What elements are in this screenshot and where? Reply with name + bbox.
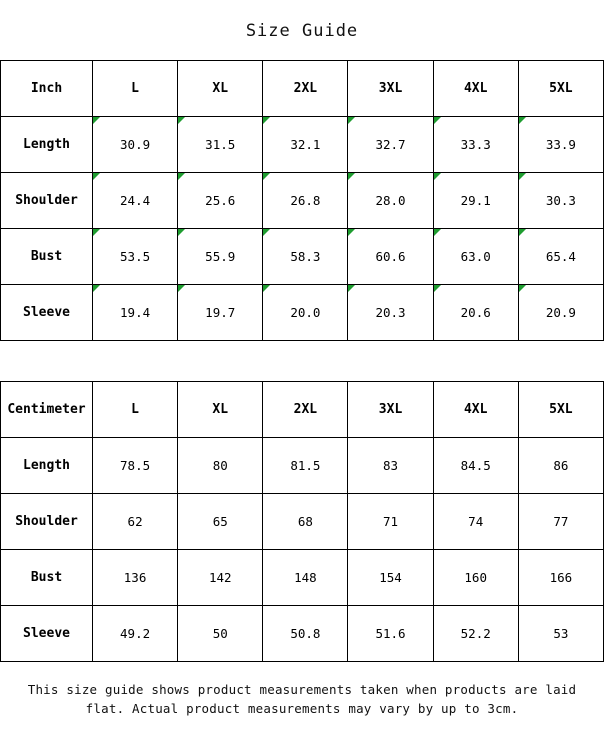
table-cell: 83	[348, 438, 433, 494]
table-cell: 19.4	[93, 285, 178, 341]
table-cell: 50.8	[263, 606, 348, 662]
table-cell: 68	[263, 494, 348, 550]
table-cell: 136	[93, 550, 178, 606]
table-cell: 55.9	[178, 229, 263, 285]
table-row	[1, 285, 604, 341]
table-cell: 29.1	[433, 173, 518, 229]
table-cell: 86	[518, 438, 603, 494]
table-cell: 20.3	[348, 285, 433, 341]
column-header-size: L	[93, 61, 178, 117]
column-header-size: 4XL	[433, 382, 518, 438]
inch-table-body	[1, 117, 604, 341]
row-header-sleeve: Sleeve	[1, 285, 93, 341]
table-cell: 81.5	[263, 438, 348, 494]
column-header-size: XL	[178, 382, 263, 438]
table-gap-divider	[0, 341, 604, 381]
row-header-length: Length	[1, 438, 93, 494]
centimeter-table-head	[1, 382, 604, 438]
table-cell: 84.5	[433, 438, 518, 494]
table-row	[1, 438, 604, 494]
table-cell: 148	[263, 550, 348, 606]
inch-table-wrapper	[0, 60, 604, 341]
unit-label-inch: Inch	[1, 61, 93, 117]
table-cell: 154	[348, 550, 433, 606]
table-cell: 52.2	[433, 606, 518, 662]
table-cell: 30.3	[518, 173, 603, 229]
page-title: Size Guide	[245, 21, 359, 41]
table-cell: 49.2	[93, 606, 178, 662]
table-cell: 77	[518, 494, 603, 550]
row-header-shoulder: Shoulder	[1, 494, 93, 550]
table-header-row	[1, 382, 604, 438]
table-cell: 142	[178, 550, 263, 606]
table-cell: 31.5	[178, 117, 263, 173]
table-cell: 26.8	[263, 173, 348, 229]
column-header-size: L	[93, 382, 178, 438]
table-cell: 32.1	[263, 117, 348, 173]
centimeter-table-wrapper	[0, 381, 604, 662]
inch-size-table	[0, 60, 604, 341]
table-cell: 32.7	[348, 117, 433, 173]
column-header-size: 5XL	[518, 61, 603, 117]
column-header-size: 2XL	[263, 61, 348, 117]
table-cell: 33.9	[518, 117, 603, 173]
table-cell: 20.9	[518, 285, 603, 341]
table-cell: 53	[518, 606, 603, 662]
table-cell: 74	[433, 494, 518, 550]
table-cell: 62	[93, 494, 178, 550]
column-header-size: XL	[178, 61, 263, 117]
column-header-size: 2XL	[263, 382, 348, 438]
table-cell: 58.3	[263, 229, 348, 285]
inch-table-head	[1, 61, 604, 117]
table-cell: 65.4	[518, 229, 603, 285]
column-header-size: 3XL	[348, 382, 433, 438]
row-header-bust: Bust	[1, 229, 93, 285]
centimeter-table-body	[1, 438, 604, 662]
table-row	[1, 117, 604, 173]
unit-label-centimeter: Centimeter	[1, 382, 93, 438]
table-row	[1, 494, 604, 550]
table-row	[1, 550, 604, 606]
table-cell: 65	[178, 494, 263, 550]
table-cell: 24.4	[93, 173, 178, 229]
table-cell: 166	[518, 550, 603, 606]
column-header-size: 4XL	[433, 61, 518, 117]
table-cell: 19.7	[178, 285, 263, 341]
table-cell: 60.6	[348, 229, 433, 285]
size-guide-footnote: This size guide shows product measurements taken when products are laid flat. Actual product measurements may vary by up to 3cm.	[27, 682, 577, 717]
column-header-size: 5XL	[518, 382, 603, 438]
table-cell: 63.0	[433, 229, 518, 285]
row-header-length: Length	[1, 117, 93, 173]
table-cell: 30.9	[93, 117, 178, 173]
table-cell: 25.6	[178, 173, 263, 229]
table-row	[1, 173, 604, 229]
table-cell: 53.5	[93, 229, 178, 285]
row-header-shoulder: Shoulder	[1, 173, 93, 229]
table-cell: 160	[433, 550, 518, 606]
table-cell: 80	[178, 438, 263, 494]
table-cell: 51.6	[348, 606, 433, 662]
table-row	[1, 606, 604, 662]
table-cell: 71	[348, 494, 433, 550]
table-cell: 20.0	[263, 285, 348, 341]
table-cell: 50	[178, 606, 263, 662]
table-cell: 78.5	[93, 438, 178, 494]
table-cell: 33.3	[433, 117, 518, 173]
row-header-sleeve: Sleeve	[1, 606, 93, 662]
column-header-size: 3XL	[348, 61, 433, 117]
row-header-bust: Bust	[1, 550, 93, 606]
table-cell: 28.0	[348, 173, 433, 229]
table-row	[1, 229, 604, 285]
table-header-row	[1, 61, 604, 117]
table-cell: 20.6	[433, 285, 518, 341]
centimeter-size-table	[0, 381, 604, 662]
